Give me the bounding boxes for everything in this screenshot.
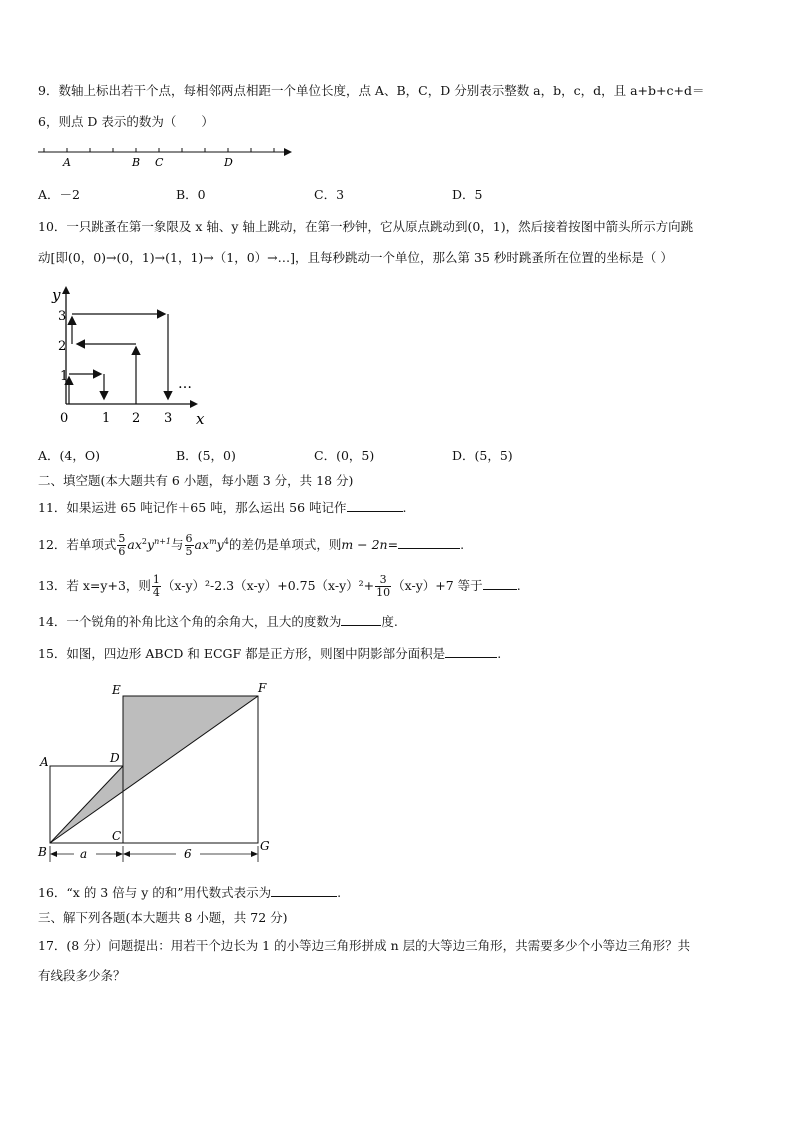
q13-f2-den: 10 xyxy=(376,586,391,599)
q16-text: 16．“x 的 3 倍与 y 的和”用代数式表示为 xyxy=(38,885,272,900)
q10-option-d[interactable]: D．(5，5) xyxy=(452,448,513,463)
q12-pre: 12．若单项式 xyxy=(38,537,117,553)
origin-label: 0 xyxy=(60,411,69,426)
q12-frac2-den: 5 xyxy=(185,545,193,559)
dim-6-label: 6 xyxy=(184,847,192,861)
q14-answer-blank[interactable] xyxy=(341,613,381,626)
x-tick-2: 2 xyxy=(132,411,141,426)
q16-line: 16．“x 的 3 倍与 y 的和”用代数式表示为 . xyxy=(38,885,342,900)
q12-exp2: m xyxy=(209,537,217,546)
q12-fraction-2 xyxy=(185,533,194,558)
q13-f2-num: 3 xyxy=(375,574,391,587)
q10-option-c[interactable]: C．(0，5) xyxy=(314,448,375,463)
q12-mid: 与 xyxy=(171,537,184,553)
q17-line2: 有线段多少条？ xyxy=(38,968,126,983)
q11-answer-blank[interactable] xyxy=(347,499,403,512)
q13-line: 13．若 x=y+3，则 $\frac{1}{4}$ （x-y）²-2.3（x-y）+0.75（x-y）²+ $\frac{3}{10}$ （x-y）+7 等于 . xyxy=(38,573,521,599)
q12-answer-blank[interactable] xyxy=(398,536,460,549)
q11-line: 11．如果运进 65 吨记作＋65 吨，那么运出 56 吨记作 . xyxy=(38,500,407,515)
q12-term2: ax xyxy=(194,537,210,553)
q9-option-d[interactable]: D．5 xyxy=(452,187,483,202)
q15-line: 15．如图，四边形 ABCD 和 ECGF 都是正方形，则图中阴影部分面积是 . xyxy=(38,646,502,661)
label-g: G xyxy=(260,839,270,853)
q14-text: 14．一个锐角的补角比这个角的余角大，且大的度数为 xyxy=(38,614,342,629)
q13-f1-den: 4 xyxy=(152,586,160,599)
q15-answer-blank[interactable] xyxy=(445,645,497,658)
q13-answer-blank[interactable] xyxy=(483,577,517,590)
label-b: B xyxy=(38,845,47,859)
q10-line1: 10．一只跳蚤在第一象限及 x 轴、y 轴上跳动，在第一秒钟，它从原点跳动到(0，1)，然后接着按图中箭头所示方向跳 xyxy=(38,219,694,234)
q12-line: 12．若单项式 $\frac{5}{6}$ $ax^2y^{n+1}$与 $\frac{6}{5}$ $ax^my^4$的差仍是单项式，则m − 2n= . xyxy=(38,532,465,559)
q13-fraction-2 xyxy=(375,574,391,599)
q13-post: （x-y）+7 等于 xyxy=(392,578,483,593)
number-line-figure xyxy=(36,142,296,172)
label-c: C xyxy=(112,829,122,843)
q9-line2: 6，则点 D 表示的数为（ ） xyxy=(38,114,214,129)
section3-heading: 三、解下列各题(本大题共 8 小题，共 72 分) xyxy=(38,910,288,925)
y-tick-3: 3 xyxy=(58,309,67,324)
y-tick-1: 1 xyxy=(60,369,69,384)
q16-answer-blank[interactable] xyxy=(271,884,337,897)
q12-exp1: 2 xyxy=(141,537,148,546)
section2-heading: 二、填空题(本大题共有 6 小题，每小题 3 分，共 18 分) xyxy=(38,473,354,488)
point-c-label: C xyxy=(155,156,164,169)
label-f: F xyxy=(258,681,267,695)
q12-exp2b: 4 xyxy=(223,537,229,546)
q9-line1: 9．数轴上标出若干个点，每相邻两点相距一个单位长度，点 A、B，C，D 分别表示整数 a，b，c，d，且 a+b+c+d＝ xyxy=(38,83,705,98)
q10-line2: 动[即(0，0)→(0，1)→(1，1)→（1，0）→…]，且每秒跳动一个单位，那么第 35 秒时跳蚤所在位置的坐标是（ ） xyxy=(38,250,673,265)
q12-frac1-den: 6 xyxy=(118,545,126,559)
q13-f1-num: 1 xyxy=(152,573,160,586)
q13-fraction-1 xyxy=(152,574,161,599)
q12-frac1-num: 5 xyxy=(118,532,126,546)
q12-fraction-1 xyxy=(117,533,126,558)
q14-unit: 度. xyxy=(381,614,398,629)
q12-expr: m − 2n xyxy=(341,537,388,553)
y-tick-2: 2 xyxy=(58,339,67,354)
x-tick-3: 3 xyxy=(164,411,173,426)
dim-a-label: a xyxy=(80,847,88,861)
q17-line1: 17．(8 分）问题提出：用若干个边长为 1 的小等边三角形拼成 n 层的大等边三角形，共需要多少个小等边三角形？共 xyxy=(38,938,691,953)
q12-exp1b: n+1 xyxy=(154,537,172,546)
point-a-label: A xyxy=(63,156,71,169)
x-axis-label: x xyxy=(196,410,205,428)
q9-option-b[interactable]: B．0 xyxy=(176,187,206,202)
q12-frac2-num: 6 xyxy=(185,532,193,546)
flea-path-graph xyxy=(48,282,218,430)
point-d-label: D xyxy=(224,156,233,169)
q12-post: 的差仍是单项式，则 xyxy=(228,537,342,553)
q9-option-a[interactable]: A．－2 xyxy=(38,187,80,202)
q12-eq: = xyxy=(387,537,399,553)
q13-pre: 13．若 x=y+3，则 xyxy=(38,578,151,593)
y-axis-label: y xyxy=(52,286,61,304)
x-tick-1: 1 xyxy=(102,411,111,426)
q12-term1: ax xyxy=(127,537,142,553)
label-e: E xyxy=(112,683,121,697)
label-d: D xyxy=(110,751,120,765)
q12-term1b: y xyxy=(147,537,155,553)
q11-text: 11．如果运进 65 吨记作＋65 吨，那么运出 56 吨记作 xyxy=(38,500,347,515)
ellipsis-dots: … xyxy=(178,376,192,392)
q14-line xyxy=(38,613,398,631)
q10-option-b[interactable]: B．(5，0) xyxy=(176,448,236,463)
point-b-label: B xyxy=(132,156,141,169)
q12-term2b: y xyxy=(216,537,224,553)
q13-mid: （x-y）²-2.3（x-y）+0.75（x-y）²+ xyxy=(161,578,375,593)
squares-figure xyxy=(36,680,286,870)
q10-option-a[interactable]: A．(4，O) xyxy=(38,448,100,463)
label-a: A xyxy=(40,755,49,769)
q15-text: 15．如图，四边形 ABCD 和 ECGF 都是正方形，则图中阴影部分面积是 xyxy=(38,646,446,661)
q9-option-c[interactable]: C．3 xyxy=(314,187,345,202)
